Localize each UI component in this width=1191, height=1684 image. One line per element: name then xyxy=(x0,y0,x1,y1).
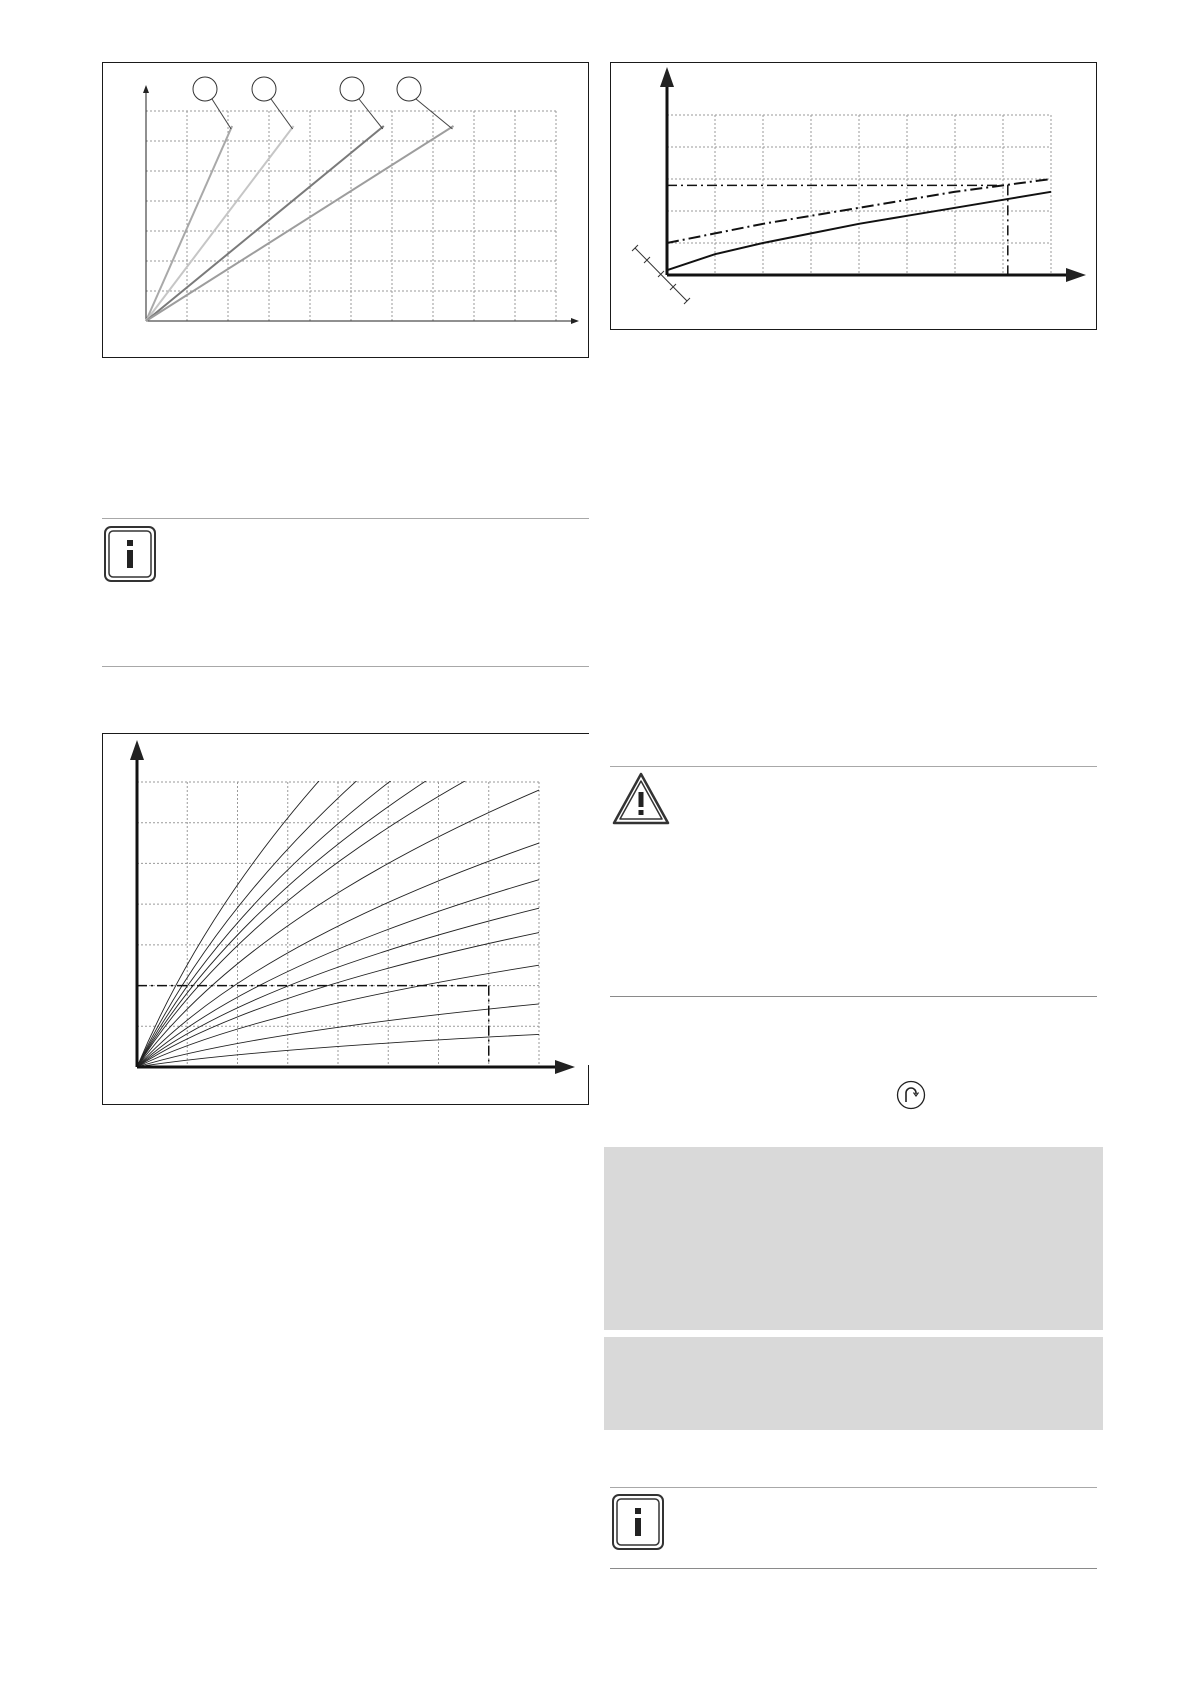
y-axis-arrow xyxy=(143,85,149,93)
callout-leader xyxy=(212,99,231,129)
callout-leader xyxy=(359,99,383,129)
callout-leader xyxy=(271,99,293,129)
figure-2-curve-chart xyxy=(610,62,1097,330)
callout-circle xyxy=(193,77,217,101)
callout-circle xyxy=(397,77,421,101)
note-rule-bottom xyxy=(102,666,589,667)
info-icon xyxy=(612,1494,664,1550)
y-axis-arrow xyxy=(660,67,674,87)
x-axis-arrow xyxy=(571,318,579,324)
figure-1-svg xyxy=(103,63,590,359)
plot-right-mask xyxy=(540,734,590,1065)
info-rule-bottom xyxy=(610,1568,1097,1569)
callout-leader xyxy=(416,99,453,129)
figure-3-svg xyxy=(103,734,590,1106)
figure-3-fan-chart xyxy=(102,733,589,1105)
reset-icon xyxy=(896,1080,926,1110)
callout-circle xyxy=(340,77,364,101)
info-rule-top xyxy=(610,1487,1097,1488)
gray-panel-2 xyxy=(604,1337,1103,1430)
warning-icon xyxy=(612,772,670,826)
warning-rule-bottom xyxy=(610,996,1097,997)
warning-rule-top xyxy=(610,766,1097,767)
series-line xyxy=(146,126,384,321)
gray-panel-1 xyxy=(604,1147,1103,1330)
series-line xyxy=(146,126,454,321)
callout-circle xyxy=(252,77,276,101)
x-axis-arrow xyxy=(1066,268,1086,282)
plot-top-mask xyxy=(138,734,590,781)
figure-2-svg xyxy=(611,63,1098,331)
note-rule-top xyxy=(102,518,589,519)
figure-1-line-chart xyxy=(102,62,589,358)
info-icon xyxy=(104,526,156,582)
